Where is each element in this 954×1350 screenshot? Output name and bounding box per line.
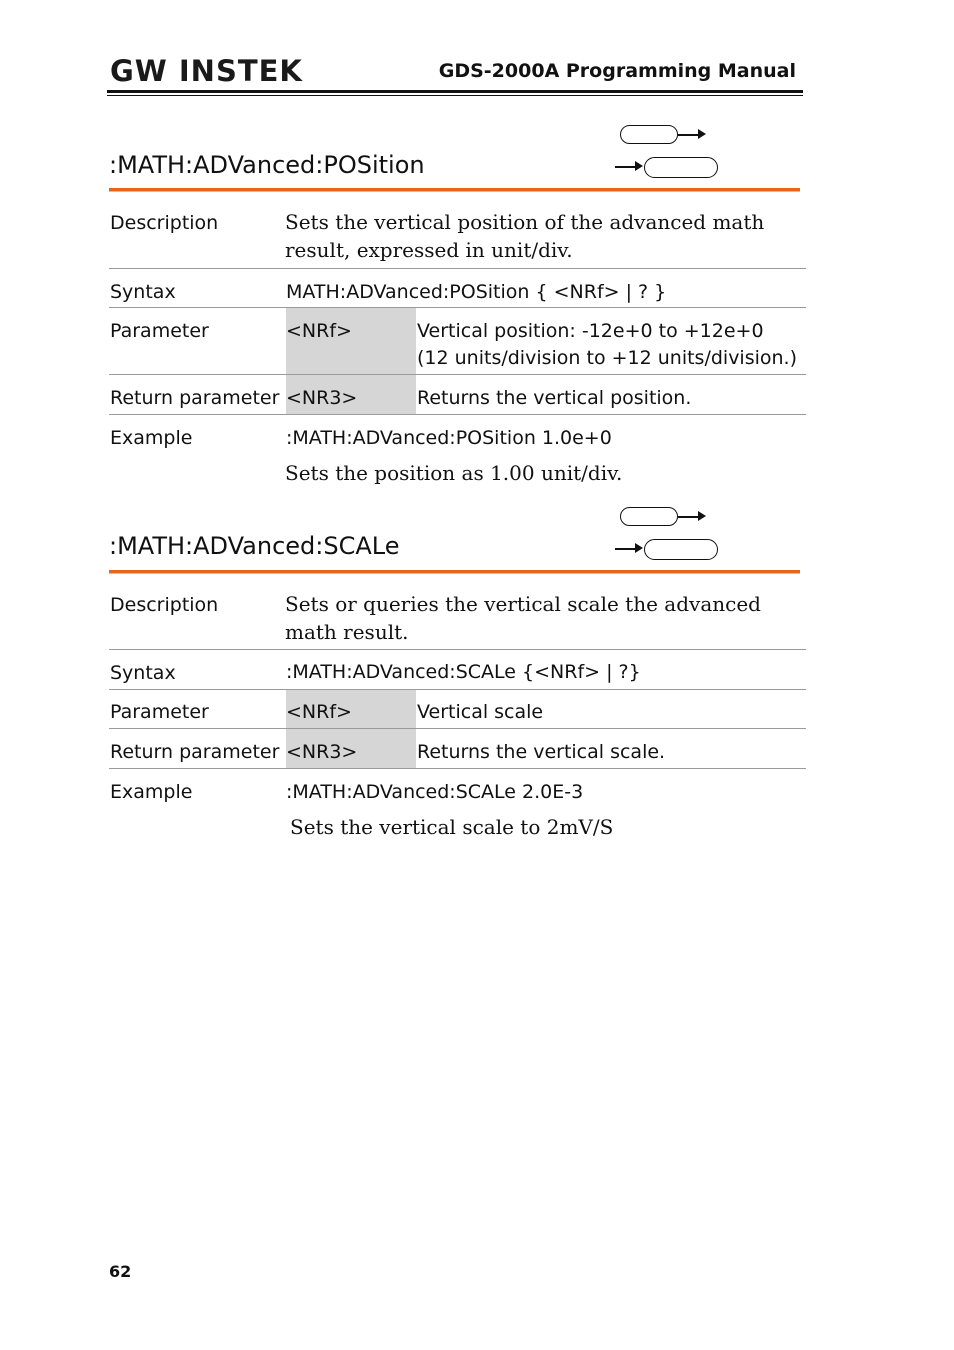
description-line: math result.	[285, 620, 409, 644]
description-line: Sets the vertical position of the advanced math	[285, 210, 765, 234]
section-title-scale: :MATH:ADVanced:SCALe	[109, 532, 400, 560]
section-rule	[109, 570, 800, 573]
manual-title: GDS-2000A Programming Manual	[438, 60, 796, 82]
parameter-type: <NRf>	[286, 701, 352, 723]
return-parameter-label: Return parameter	[110, 387, 280, 409]
parameter-desc: Vertical position: -12e+0 to +12e+0	[417, 320, 764, 342]
row-divider	[109, 649, 806, 650]
syntax-value: :MATH:ADVanced:SCALe {<NRf> | ?}	[286, 661, 641, 683]
row-divider	[109, 689, 806, 690]
return-desc: Returns the vertical position.	[417, 387, 692, 409]
return-type: <NR3>	[286, 387, 358, 409]
syntax-label: Syntax	[110, 281, 176, 303]
row-divider	[109, 728, 806, 729]
row-divider	[109, 768, 806, 769]
example-label: Example	[110, 781, 193, 803]
header-rule	[107, 90, 803, 93]
command-type-icons	[608, 122, 728, 182]
row-divider	[109, 268, 806, 269]
section-title-position: :MATH:ADVanced:POSition	[109, 151, 425, 179]
command-type-icons	[608, 504, 728, 564]
description-line: Sets or queries the vertical scale the advanced	[285, 592, 761, 616]
section-rule	[109, 188, 800, 191]
parameter-desc: (12 units/division to +12 units/division.)	[417, 347, 798, 369]
syntax-label: Syntax	[110, 662, 176, 684]
parameter-label: Parameter	[110, 701, 209, 723]
return-parameter-label: Return parameter	[110, 741, 280, 763]
syntax-value: MATH:ADVanced:POSition { <NRf> | ? }	[286, 281, 667, 303]
description-label: Description	[110, 212, 219, 234]
row-divider	[109, 307, 806, 308]
return-type: <NR3>	[286, 741, 358, 763]
example-command: :MATH:ADVanced:SCALe 2.0E-3	[286, 781, 584, 803]
description-line: result, expressed in unit/div.	[285, 238, 573, 262]
example-desc: Sets the position as 1.00 unit/div.	[285, 461, 623, 485]
gw-instek-logo: GW INSTEK	[110, 54, 303, 88]
example-label: Example	[110, 427, 193, 449]
page-number: 62	[109, 1262, 132, 1281]
row-divider	[109, 414, 806, 415]
header-rule-thin	[107, 95, 803, 96]
example-command: :MATH:ADVanced:POSition 1.0e+0	[286, 427, 612, 449]
example-desc: Sets the vertical scale to 2mV/S	[290, 815, 614, 839]
row-divider	[109, 374, 806, 375]
parameter-desc: Vertical scale	[417, 701, 544, 723]
return-desc: Returns the vertical scale.	[417, 741, 666, 763]
parameter-label: Parameter	[110, 320, 209, 342]
parameter-type: <NRf>	[286, 320, 352, 342]
description-label: Description	[110, 594, 219, 616]
